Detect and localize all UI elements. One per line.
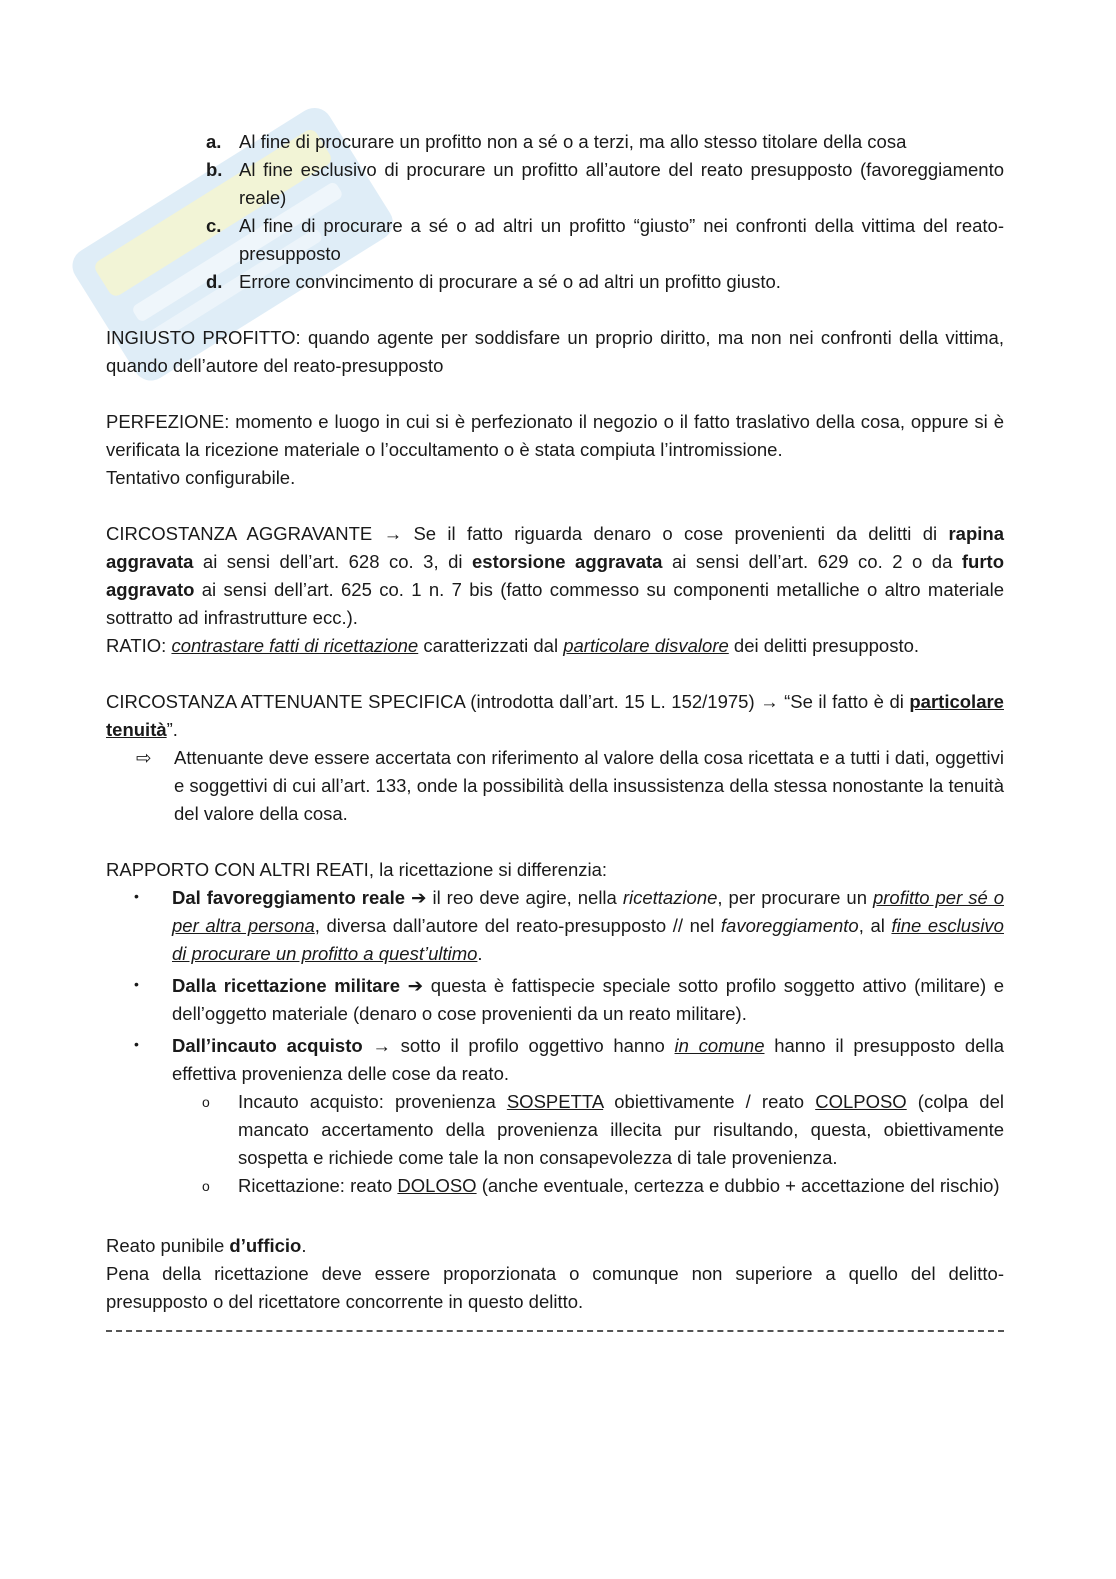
bullet-icon: • xyxy=(134,976,139,992)
tentativo-line: Tentativo configurabile. xyxy=(106,467,296,488)
arrow-icon: → xyxy=(760,691,779,712)
ingiusto-profitto-paragraph: INGIUSTO PROFITTO: quando agente per soddisfare un proprio diritto, ma non nei confronti della vittima, quando dell’autore del reato-presupposto xyxy=(106,327,1004,376)
arrow-icon: → xyxy=(383,523,403,544)
attenuante-note: ⇨ Attenuante deve essere accertata con riferimento al valore della cosa ricettata e a tutti i dati, oggettivi e soggettivi di cui all’art. 133, onde la possibilità della insussistenza della stessa nonostante la tenuità del valore della cosa. xyxy=(136,744,1004,828)
attenuante-paragraph: CIRCOSTANZA ATTENUANTE SPECIFICA (introdotta dall’art. 15 L. 152/1975) → “Se il fatto è di particolare tenuità”. xyxy=(106,691,1004,740)
hollow-arrow-icon: ⇨ xyxy=(136,747,152,768)
sub-list xyxy=(202,1088,1004,1200)
circle-bullet-icon: o xyxy=(202,1178,210,1194)
alpha-list xyxy=(206,128,1004,296)
list-item: a. Al fine di procurare un profitto non a sé o a terzi, ma allo stesso titolare della cosa xyxy=(206,131,907,152)
punibile-line: Reato punibile d’ufficio. xyxy=(106,1235,307,1256)
list-item: • Dal favoreggiamento reale ➔ il reo deve agire, nella ricettazione, per procurare un profitto per sé o per altra persona, diversa dall’autore del reato-presupposto // nel favoreggiamento, al fine esclusivo di procurare un profitto a quest’ultimo. xyxy=(134,884,1004,968)
pena-paragraph: Pena della ricettazione deve essere proporzionata o comunque non superiore a quello del delitto-presupposto o del ricettatore concorrente in questo delitto. xyxy=(106,1263,1004,1312)
document-page xyxy=(106,128,1004,1332)
list-item: c. Al fine di procurare a sé o ad altri un profitto “giusto” nei confronti della vittima del reato-presupposto xyxy=(206,215,1004,264)
dashed-divider xyxy=(106,1330,1004,1332)
list-item: b. Al fine esclusivo di procurare un profitto all’autore del reato presupposto (favoreggiamento reale) xyxy=(206,159,1004,208)
arrow-icon: → xyxy=(372,1035,391,1056)
ratio-paragraph: RATIO: contrastare fatti di ricettazione caratterizzati dal particolare disvalore dei delitti presupposto. xyxy=(106,635,920,656)
arrow-icon: ➔ xyxy=(411,887,427,908)
circle-bullet-icon: o xyxy=(202,1094,210,1110)
list-item: • Dalla ricettazione militare ➔ questa è fattispecie speciale sotto profilo soggetto attivo (militare) e dell’oggetto materiale (denaro o cose provenienti da un reato militare). xyxy=(134,972,1004,1028)
list-item: • Dall’incauto acquisto → sotto il profilo oggettivo hanno in comune hanno il presupposto della effettiva provenienza delle cose da reato. o Incauto acquisto: provenienza SOSPETTA obiettivamente / reato COLPOSO (colpa del mancato accertamento della provenienza illecita pur risultando, questa, obiettivamente sospetta e richiede come tale la non consapevolezza di tale provenienza. o Ricettazione: reato DOLOSO (anche eventuale, certezza e dubbio + accettazione del rischio) xyxy=(134,1032,1004,1200)
list-item: d. Errore convincimento di procurare a sé o ad altri un profitto giusto. xyxy=(206,271,781,292)
rapporto-list xyxy=(134,884,1004,1200)
list-item: o Incauto acquisto: provenienza SOSPETTA obiettivamente / reato COLPOSO (colpa del mancato accertamento della provenienza illecita pur risultando, questa, obiettivamente sospetta e richiede come tale la non consapevolezza di tale provenienza. xyxy=(202,1088,1004,1172)
list-item: o Ricettazione: reato DOLOSO (anche eventuale, certezza e dubbio + accettazione del rischio) xyxy=(202,1172,1004,1200)
aggravante-paragraph: CIRCOSTANZA AGGRAVANTE → Se il fatto riguarda denaro o cose provenienti da delitti di rapina aggravata ai sensi dell’art. 628 co. 3, di estorsione aggravata ai sensi dell’art. 629 co. 2 o da furto aggravato ai sensi dell’art. 625 co. 1 n. 7 bis (fatto commesso su componenti metalliche o altro materiale sottratto ad infrastrutture ecc.). xyxy=(106,523,1005,628)
rapporto-intro: RAPPORTO CON ALTRI REATI, la ricettazione si differenzia: xyxy=(106,859,608,880)
bullet-icon: • xyxy=(134,888,139,904)
bullet-icon: • xyxy=(134,1036,139,1052)
arrow-icon: ➔ xyxy=(407,975,424,996)
perfezione-paragraph: PERFEZIONE: momento e luogo in cui si è perfezionato il negozio o il fatto traslativo della cosa, oppure si è verificata la ricezione materiale o l’occultamento o è stata compiuta l’intromissione. xyxy=(106,411,1004,460)
